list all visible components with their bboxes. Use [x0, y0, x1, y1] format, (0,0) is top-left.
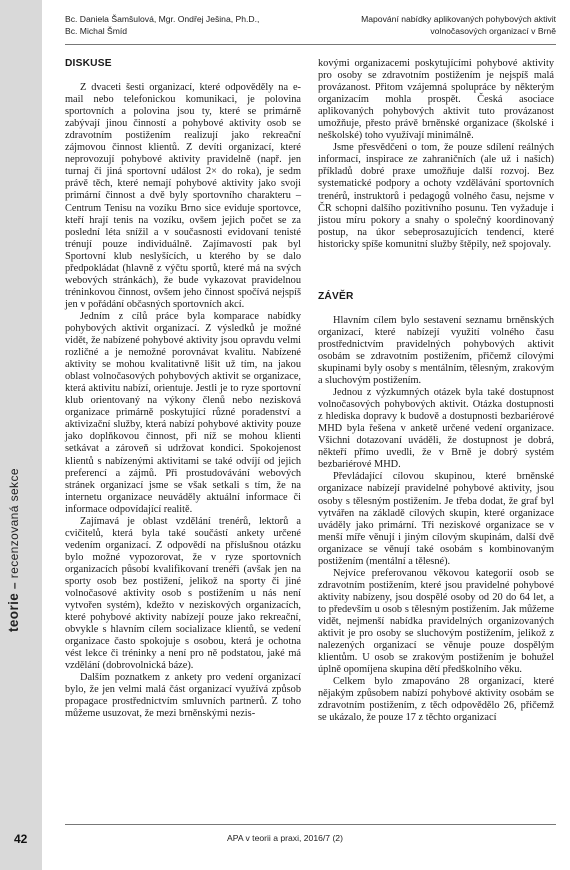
- right-column: [318, 58, 554, 724]
- paragraph: Zajímavá je oblast vzdělání trenérů, lektorů a cvičitelů, která byla také součástí ankety určené vedením organizací. Z odpovědí na příslušnou otázku bylo možné vypozorovat, že v ryze sportovních organizacích působí kvalifikovaní trenéři (avšak jen na sporty osob bez postižení, jelikož na sporty či jiné volnočasové aktivity osob s postižením u nás není vytvořen systém), kdežto v neziskových organizacích, které pohybové aktivity nabízejí pouze jako rekreační, obvykle s hlavním cílem socializace klientů, se vedení organizace často spokojuje s osobou, která je ochotna vést lekce či tréninky a není pro ně podstatou, jaké má vzdělání (dobrovolnická báze).: [65, 515, 301, 672]
- paragraph-continuation: kovými organizacemi poskytujícími pohybové aktivity pro osoby se zdravotním postižením je nejspíš malá provázanost. Přitom vzájemná spolupráce by některým organizacím mohla prospět. Česká asociace aplikovaných pohybových aktivit tuto provázanost umožňuje, přesto právě brněnské organizace (školské i neškolské) toho využívají minimálně.: [318, 58, 554, 142]
- paragraph: Celkem bylo zmapováno 28 organizací, které nějakým způsobem nabízí pohybové aktivity osobám se zdravotním postižením, z těch odpovědělo 26, přičemž se ukázalo, že pouze 17 z těchto organizací: [318, 676, 554, 724]
- page-header: [65, 14, 556, 44]
- section-sidebar: [0, 0, 42, 870]
- header-divider: [65, 44, 556, 45]
- header-title: [361, 14, 556, 37]
- left-column: [65, 58, 301, 721]
- paragraph: Dalším poznatkem z ankety pro vedení organizací bylo, že jen velmi malá část organizací využívá způsob propagace prostřednictvím smluvních partnerů. Z toho můžeme usuzovat, že mezi brněnskými nezis-: [65, 672, 301, 720]
- paragraph: Z dvaceti šesti organizací, které odpověděly na e-mail nebo telefonickou komunikaci, je polovina sportovních a polovina jsou ty, které se primárně zabývají jinou činností a pohybové aktivity osob se zdravotním postižením realizují jako rekreační zájmovou činnost klientů. Z devíti organizací, které neprovozují pohybové aktivity pravidelně (např. jen turnaj či jiná sportovní událost 2× do roka), je sedm právě těch, které nemají pohybové aktivity jako svoji primární činnost a dvě byly sportovního charakteru – Centrum Tenisu na vozíku Brno sice eviduje sportovce, kteří hrají tenis na vozíku, ovšem jejich počet se za poslední léta snížil a v současnosti evidovaní tenisté trénují pouze individuálně. Zajímavostí pak byl Sportovní klub neslyšících, u kterého by se dalo předpokládat (hlavně z výčtu sportů, které má na svých webových stránkách), že bude vykazovat pravidelnou tréninkovou činnost, ovšem jeho činnost spočívá nejspíš jen v pořádání občasných sportovních akcí.: [65, 82, 301, 310]
- paragraph: Jsme přesvědčeni o tom, že pouze sdílení reálných informací, inspirace ze zahraničních (ale už i našich) příkladů dobré praxe umožňuje další rozvoj. Bez systematické podpory a ochoty vzdělávání sportovních trenérů, instruktorů i pedagogů volného času, nejsme v ČR schopni dalšího pozitivního posunu. Ten vyžaduje i jistou míru pokory a snahy o společný koordinovaný postup, na úkor sebeprosazujících tendencí, které historicky spíše komunitní služby štěpily, než spojovaly.: [318, 142, 554, 250]
- paragraph: Hlavním cílem bylo sestavení seznamu brněnských organizací, které nabízejí využití volného času prostřednictvím pravidelných pohybových aktivit osobám se zdravotním postižením, přičemž cílovými skupinami byly osoby s mentálním, tělesným, zrakovým a sluchovým postižením.: [318, 314, 554, 387]
- footer-divider: [65, 824, 556, 825]
- header-authors-line1: Bc. Daniela Šamšulová, Mgr. Ondřej Ješina, Ph.D.,: [65, 14, 260, 24]
- header-authors-line2: Bc. Michal Šmíd: [65, 25, 128, 36]
- sidebar-section-sub: recenzovaná sekce: [7, 468, 21, 579]
- header-title-line1: Mapování nabídky aplikovaných pohybových aktivit: [361, 14, 556, 24]
- section-heading-zaver: ZÁVĚR: [318, 290, 354, 302]
- page-number: 42: [14, 832, 28, 846]
- sidebar-section-main: teorie: [6, 592, 21, 632]
- paragraph: Jedním z cílů práce byla komparace nabídky pohybových aktivit organizací. Z výsledků je možné vidět, že nabízené pohybové aktivity jsou opravdu velmi rozličné a je nemožné porovnávat kvalitu. Nabízené aktivity se mohou kvalitativně lišit už tím, na jakou oblast volnočasových pohybových aktivit se organizace, která aktivitu nabízí, orientuje. Jestli je to ryze sportovní klub orientovaný na výkony členů nebo nezisková organizace primárně poskytující různé poradenství a aktivizační služby, která nabízí pohybové aktivity pouze jako doplňkovou činnost, při níž se mohou klienti setkávat a zároveň si udržovat kondici. Spokojenost klientů s nabízenými aktivitami se také odvíjí od jejich preferencí a zájmů. Při prostudovávání webových stránek organizací jsme se však setkali s tím, že na internetu organizace neuváděly aktuální informace či informace odpovídající realitě.: [65, 310, 301, 515]
- paragraph: Převládající cílovou skupinou, které brněnské organizace nabízejí pravidelné pohybové aktivity, jsou osoby s tělesným postižením. Je třeba dodat, že graf byl vytvářen na základě cílových skupin, které organizace uváděly jako primární. Tři neziskové organizace se v menší míře věnují i jiným cílovým skupinám, další dvě organizace se věnují také osobám s kombinovaným postižením (mentální a tělesné).: [318, 471, 554, 567]
- paragraph: Nejvíce preferovanou věkovou kategorií osob se zdravotním postižením, které jsou pravidelné pohybové aktivity nabízeny, jsou dospělé osoby od 20 do 64 let, a to především u osob s tělesným postižením. Jak můžeme vidět, nejmenší nabídka pravidelných organizovaných aktivit je pro osoby se sluchovým postižením, jelikož z nalezených organizací se věnuje pouze dospělým klientům. U osob se zrakovým postižením je bohužel úplně opomíjena skupina dětí předškolního věku.: [318, 567, 554, 676]
- section-heading-diskuse: DISKUSE: [65, 58, 112, 69]
- sidebar-separator: –: [7, 578, 21, 593]
- sidebar-section-label: [6, 468, 21, 632]
- header-title-line2: volnočasových organizací v Brně: [430, 25, 556, 36]
- header-authors: [65, 14, 259, 37]
- paragraph: Jednou z výzkumných otázek byla také dostupnost volnočasových pohybových aktivit. Otázka dostupnosti z hlediska dopravy k budově a dostupnosti bezbariérové MHD byla řešena v anketě určené vedení organizace. Všichni dotazovaní uváděli, že dostupnost je dobrá, někteří přímo uvedli, že v Brně je dobrý systém bezbariérové MHD.: [318, 387, 554, 471]
- journal-citation: APA v teorii a praxi, 2016/7 (2): [227, 833, 343, 843]
